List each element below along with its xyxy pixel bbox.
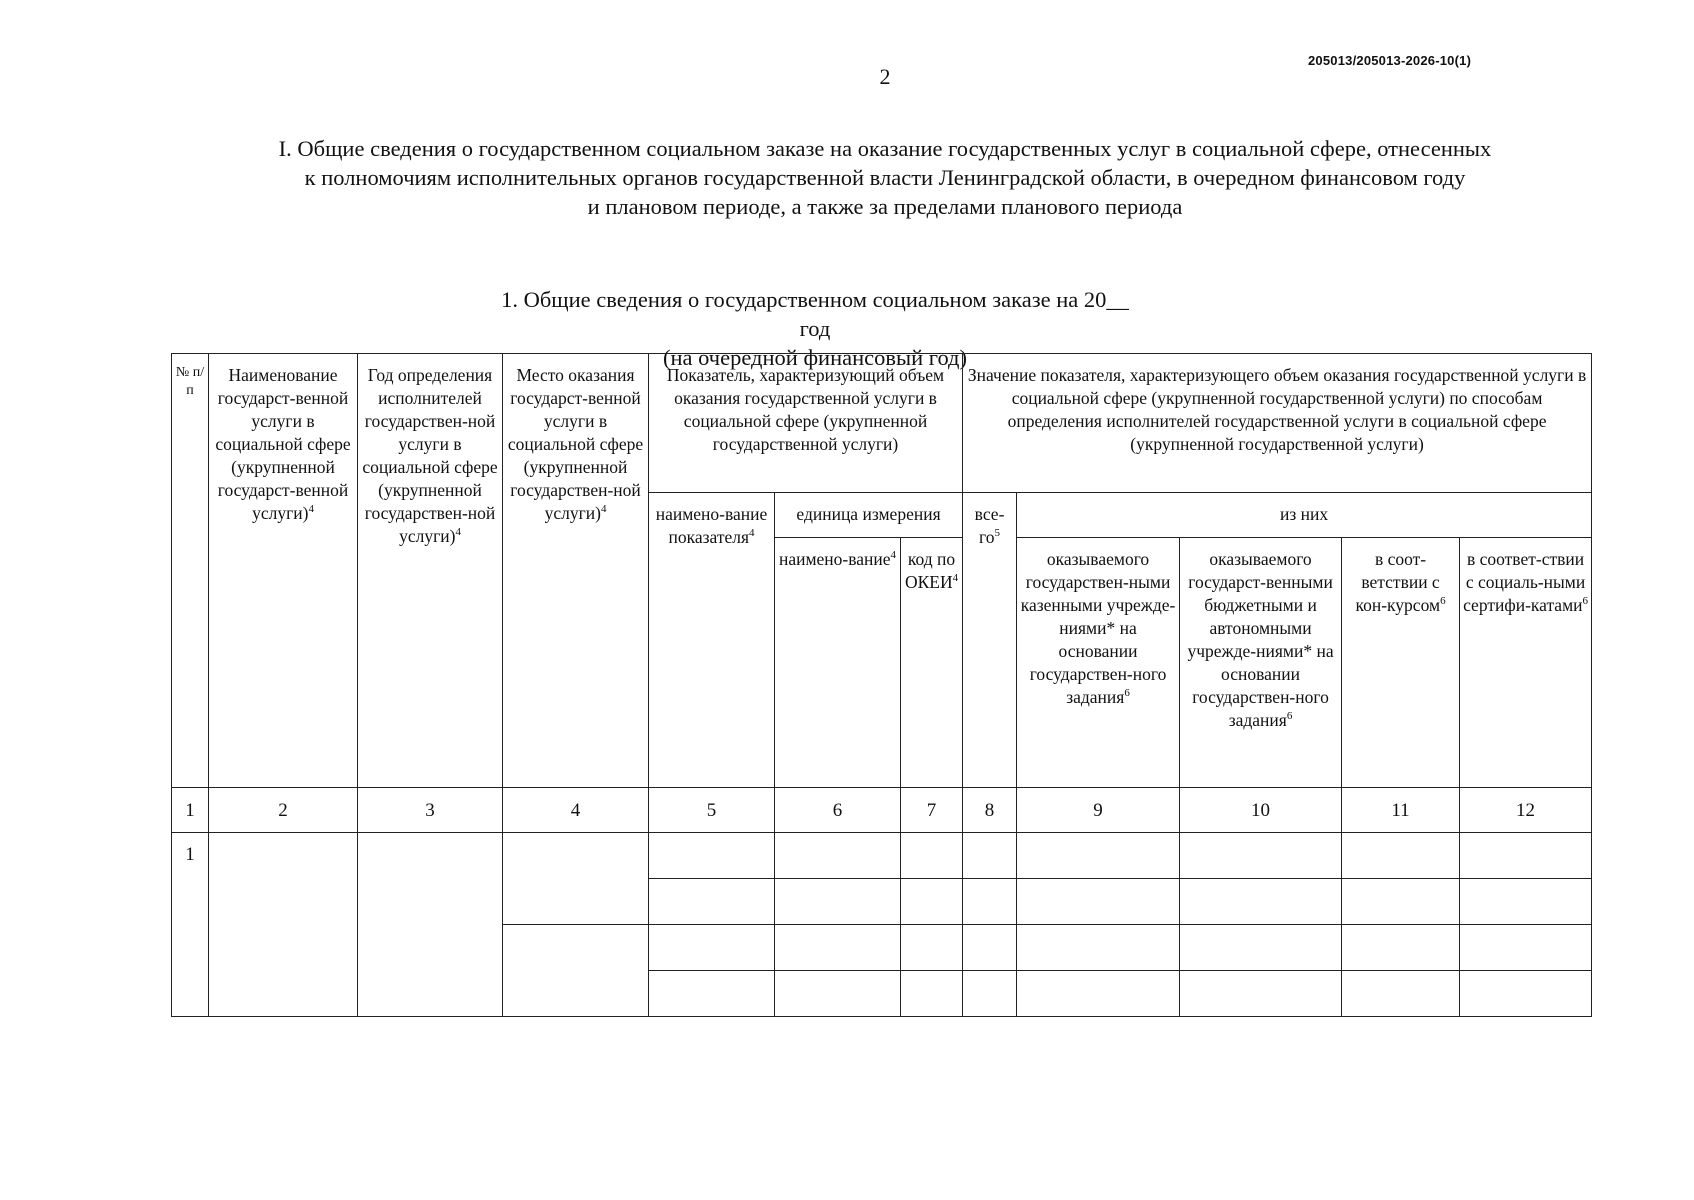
header-indicator-group: Показатель, характеризующий объем оказания государственной услуги в социальной сфере (укрупненной государственной услуги) <box>649 354 963 493</box>
header-certificates <box>1460 538 1592 788</box>
header-service-name-text: Наименование государст-венной услуги в социальной сфере (укрупненной государст-венной услуги) <box>215 365 351 523</box>
table-cell[interactable] <box>1180 925 1342 971</box>
table-cell[interactable] <box>901 971 963 1017</box>
header-okei <box>901 538 963 788</box>
header-treasury <box>1017 538 1180 788</box>
row-number: 1 <box>172 833 209 1017</box>
table-cell[interactable] <box>503 833 649 925</box>
table-cell[interactable] <box>775 925 901 971</box>
header-okei-text: код по ОКЕИ <box>904 549 956 592</box>
column-number: 2 <box>209 788 358 833</box>
table-cell[interactable] <box>1342 971 1460 1017</box>
column-number: 7 <box>901 788 963 833</box>
footnote-mark: 6 <box>1286 710 1293 723</box>
footnote-mark: 6 <box>1440 595 1446 608</box>
table-cell[interactable] <box>503 925 649 1017</box>
header-place <box>503 354 649 788</box>
header-unit: единица измерения <box>775 493 963 538</box>
header-contest <box>1342 538 1460 788</box>
table-cell[interactable] <box>209 833 358 1017</box>
table-cell[interactable] <box>775 879 901 925</box>
header-year <box>358 354 503 788</box>
table-cell[interactable] <box>901 833 963 879</box>
header-budget <box>1180 538 1342 788</box>
header-num: № п/п <box>172 354 209 788</box>
header-value-group: Значение показателя, характеризующего объем оказания государственной услуги в социальной сфере (укрупненной государственной услуги) по способам определения исполнителей государственной услуги в социальной сфере (укрупненной государственной услуги) <box>963 354 1592 493</box>
table-cell[interactable] <box>1342 925 1460 971</box>
table-cell[interactable] <box>775 833 901 879</box>
subsection-title-line: (на очередной финансовый год) <box>662 345 967 370</box>
column-number: 4 <box>503 788 649 833</box>
footnote-mark: 4 <box>952 572 959 585</box>
footnote-mark: 4 <box>455 526 461 539</box>
column-number: 11 <box>1342 788 1460 833</box>
column-number: 3 <box>358 788 503 833</box>
table-cell[interactable] <box>1017 971 1180 1017</box>
header-unit-name-text: наимено-вание <box>778 549 891 569</box>
table-cell[interactable] <box>1342 879 1460 925</box>
header-total-text: все-го <box>974 504 1005 547</box>
table-cell[interactable] <box>1017 879 1180 925</box>
table-cell[interactable] <box>649 925 775 971</box>
footnote-mark: 5 <box>994 527 1001 540</box>
column-number: 10 <box>1180 788 1342 833</box>
section-title-line: к полномочиям исполнительных органов государственной власти Ленинградской области, в очередном финансовом году <box>304 165 1466 190</box>
table-cell[interactable] <box>901 879 963 925</box>
footnote-mark: 4 <box>890 549 897 562</box>
section-title-line: и плановом периоде, а также за пределами планового периода <box>587 194 1183 219</box>
header-of-them: из них <box>1017 493 1592 538</box>
table-cell[interactable] <box>1460 879 1592 925</box>
header-indicator-name-text: наимено-вание показателя <box>655 504 768 547</box>
column-number: 5 <box>649 788 775 833</box>
column-number: 6 <box>775 788 901 833</box>
table-cell[interactable] <box>649 833 775 879</box>
header-treasury-text: оказываемого государствен-ными казенными учрежде-ниями* на основании государствен-ного задания <box>1020 549 1176 707</box>
table-row <box>172 833 1592 879</box>
social-order-table <box>171 353 1592 1017</box>
page-number: 2 <box>879 64 891 89</box>
column-number: 9 <box>1017 788 1180 833</box>
subsection-title-line: 1. Общие сведения о государственном социальном заказе на 20__ год <box>501 287 1129 341</box>
header-year-text: Год определения исполнителей государствен-ной услуги в социальной сфере (укрупненной государствен-ной услуги) <box>362 365 498 546</box>
table-cell[interactable] <box>1180 971 1342 1017</box>
table-cell[interactable] <box>1180 879 1342 925</box>
footnote-mark: 4 <box>308 503 314 516</box>
table-cell[interactable] <box>1460 925 1592 971</box>
footnote-mark: 4 <box>749 527 755 540</box>
header-unit-name <box>775 538 901 788</box>
header-contest-text: в соот-ветствии с кон-курсом <box>1355 549 1441 615</box>
table-cell[interactable] <box>1017 833 1180 879</box>
document-id: 205013/205013-2026-10(1) <box>1308 53 1472 68</box>
column-numbers-row <box>172 788 1592 833</box>
table-cell[interactable] <box>963 879 1017 925</box>
section-title-line: I. Общие сведения о государственном социальном заказе на оказание государственных услуг в социальной сфере, отнесенных <box>278 136 1492 161</box>
table-cell[interactable] <box>649 971 775 1017</box>
table-cell[interactable] <box>901 925 963 971</box>
table-cell[interactable] <box>963 833 1017 879</box>
table-cell[interactable] <box>775 971 901 1017</box>
table-cell[interactable] <box>1180 833 1342 879</box>
header-place-text: Место оказания государст-венной услуги в социальной сфере (укрупненной государствен-ной услуги) <box>507 365 644 523</box>
table-cell[interactable] <box>1017 925 1180 971</box>
header-service-name <box>209 354 358 788</box>
table-cell[interactable] <box>963 925 1017 971</box>
footnote-mark: 6 <box>1582 595 1589 608</box>
table-cell[interactable] <box>1460 971 1592 1017</box>
column-number: 1 <box>172 788 209 833</box>
header-certificates-text: в соответ-ствии с социаль-ными сертифи-катами <box>1463 549 1586 615</box>
table-cell[interactable] <box>1460 833 1592 879</box>
table-cell[interactable] <box>1342 833 1460 879</box>
table-cell[interactable] <box>963 971 1017 1017</box>
header-total <box>963 493 1017 788</box>
column-number: 12 <box>1460 788 1592 833</box>
header-budget-text: оказываемого государст-венными бюджетными и автономными учрежде-ниями* на основании государствен-ного задания <box>1187 549 1334 730</box>
header-indicator-name <box>649 493 775 788</box>
table-cell[interactable] <box>358 833 503 1017</box>
footnote-mark: 4 <box>600 503 607 516</box>
footnote-mark: 6 <box>1124 687 1130 700</box>
column-number: 8 <box>963 788 1017 833</box>
section-title <box>230 134 1540 221</box>
table-cell[interactable] <box>649 879 775 925</box>
